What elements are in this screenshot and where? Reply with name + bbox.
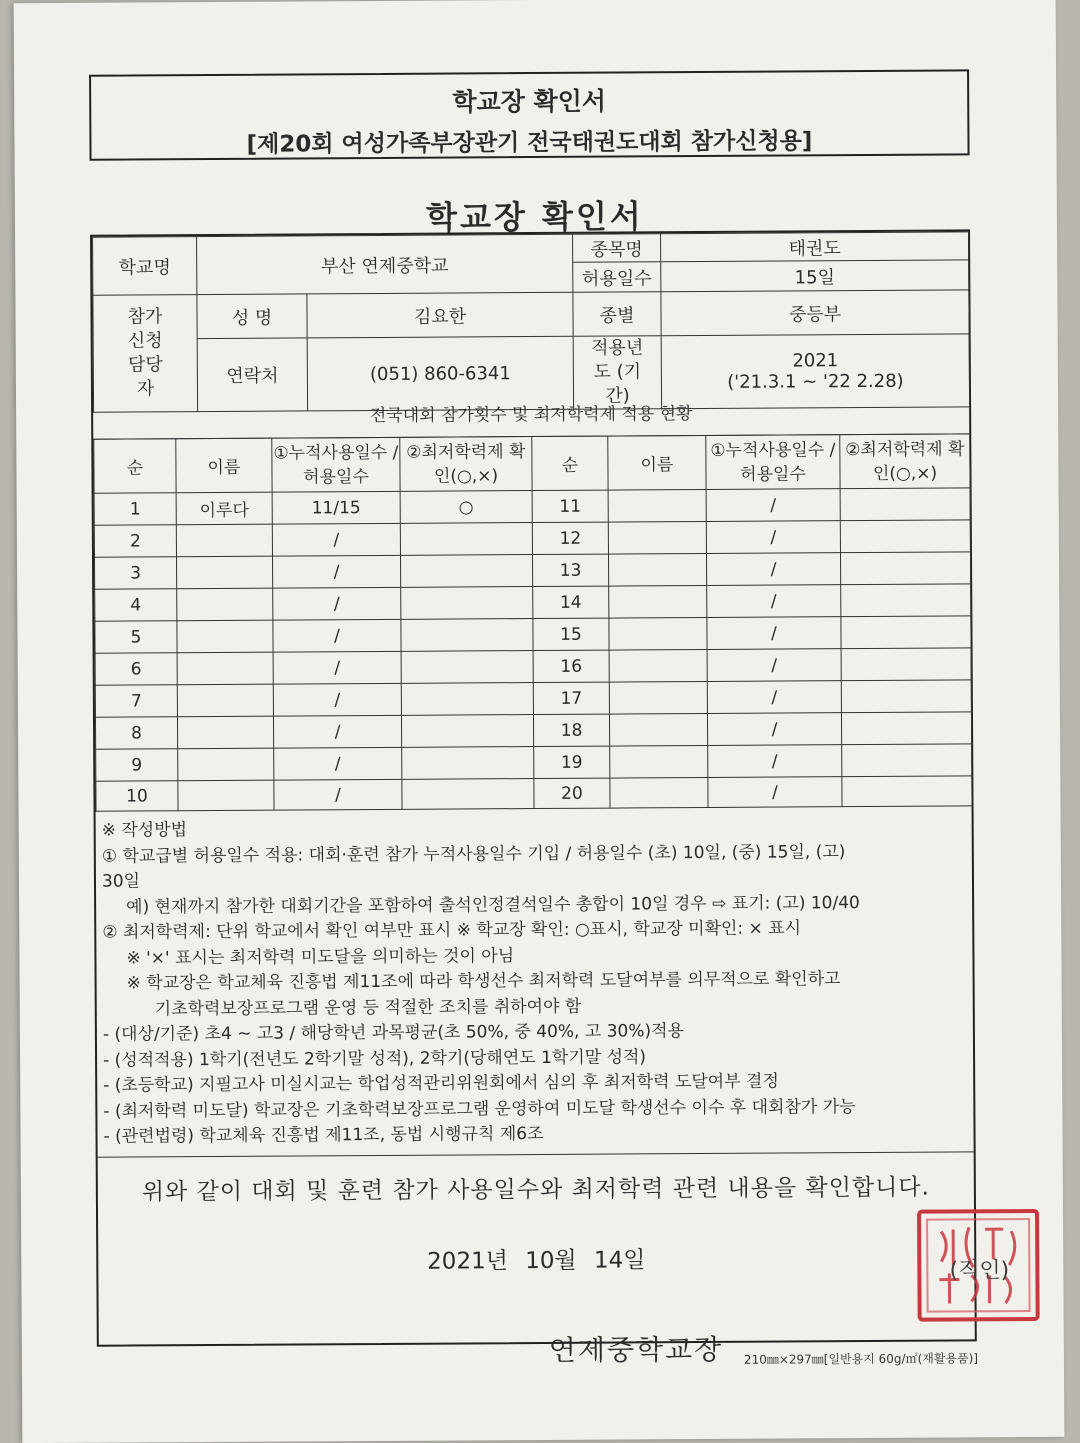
instruction-line: - (최저학력 미도달) 학교장은 기초학력보장프로그램 운영하여 미도달 학생선수 이수 후 대회참가 가능 [103, 1096, 856, 1122]
cell-name [177, 588, 273, 621]
cell-no: 9 [96, 749, 178, 782]
cell-name [609, 585, 707, 618]
cell-check: ○ [400, 491, 532, 524]
name-value: 김요한 [307, 292, 573, 338]
category-value: 중등부 [661, 290, 969, 336]
cell-days: / [274, 747, 402, 780]
event-label: 종목명 [573, 234, 661, 263]
cell-name [177, 652, 273, 685]
year-value: 2021 [792, 350, 839, 372]
year-label: 적용년도 (기간) [573, 336, 661, 410]
instruction-line: ① 학교급별 허용일수 적용: 대회·훈련 참가 누적사용일수 기입 / 허용일수 (초) 10일, (중) 15일, (고) [101, 841, 846, 867]
cell-days: / [707, 713, 841, 746]
contact-value: (051) 860-6341 [307, 336, 573, 411]
cell-no: 3 [94, 557, 176, 590]
cell-days: / [273, 715, 401, 748]
cell-check [402, 747, 534, 780]
cell-name [178, 780, 274, 811]
seal-text: (직인) [949, 1258, 1010, 1284]
cell-no: 2 [94, 525, 176, 558]
school-seal-stamp [913, 1205, 1044, 1326]
school-value: 부산 연제중학교 [197, 234, 573, 294]
cell-no: 7 [95, 685, 177, 718]
cell-name [177, 716, 273, 749]
table-row [96, 744, 972, 781]
col-check: ②최저학력제 확인(○,×) [840, 434, 970, 489]
category-label: 종별 [573, 292, 661, 337]
cell-name [609, 713, 707, 746]
cell-check [401, 683, 533, 716]
table-row [94, 552, 970, 589]
cell-no: 11 [532, 490, 608, 522]
allowed-days-label: 허용일수 [573, 262, 661, 293]
period-value: ('21.3.1 ~ '22 2.28) [727, 370, 904, 393]
cell-name [610, 777, 708, 808]
cell-no: 1 [94, 493, 176, 526]
cell-days: / [708, 745, 842, 778]
contact-label: 연락처 [197, 338, 307, 412]
cell-name [608, 489, 706, 522]
cell-no: 15 [533, 618, 609, 650]
cell-no: 18 [533, 714, 609, 746]
cell-days: / [706, 521, 840, 554]
document-page [14, 0, 1065, 1443]
cell-check [400, 555, 532, 588]
cell-no: 16 [533, 650, 609, 682]
col-name: 이름 [608, 435, 706, 490]
table-row [95, 648, 971, 685]
cell-days: / [273, 587, 401, 620]
cell-name [177, 620, 273, 653]
cell-check [840, 520, 970, 553]
cell-name [178, 748, 274, 781]
cell-no: 17 [533, 682, 609, 714]
cell-no: 8 [95, 717, 177, 750]
cell-name [608, 521, 706, 554]
instruction-line: ② 최저학력제: 단위 학교에서 확인 여부만 표시 ※ 학교장 확인: ○표시, 학교장 미확인: × 표시 [102, 918, 802, 943]
cell-days: / [706, 489, 840, 522]
cell-days: / [708, 777, 842, 808]
status-title: 전국대회 참가횟수 및 최저학력제 적용 현황 [93, 391, 969, 439]
cell-name [176, 556, 272, 589]
cell-name [609, 649, 707, 682]
instruction-line: 기초학력보장프로그램 운영 등 적절한 조치를 취하여야 함 [154, 996, 582, 1019]
cell-no: 4 [95, 589, 177, 622]
cell-check [402, 779, 534, 810]
instruction-line: 30일 [101, 871, 141, 892]
applicant-label: 참가 신청 담당자 [93, 295, 198, 413]
cell-days: / [707, 681, 841, 714]
cell-name [176, 524, 272, 557]
cell-name [609, 617, 707, 650]
document-title: 학교장 확인서 [426, 197, 644, 237]
status-header-row [94, 434, 970, 493]
col-days: ①누적사용일수 /허용일수 [272, 437, 400, 492]
cell-days: / [272, 523, 400, 556]
cell-no: 14 [533, 586, 609, 618]
instruction-line: - (대상/기준) 초4 ~ 고3 / 해당학년 과목평균(초 50%, 중 40%, 고 30%)적용 [102, 1021, 684, 1045]
instructions [96, 813, 974, 1150]
instruction-line: ※ 학교장은 학교체육 진흥법 제11조에 따라 학생선수 최저학력 도달여부를 의무적으로 확인하고 [126, 969, 841, 994]
cell-check [401, 651, 533, 684]
cell-days: / [707, 617, 841, 650]
table-row [94, 488, 970, 525]
cell-check [841, 648, 971, 681]
header-title: 학교장 확인서 [452, 86, 607, 117]
cell-days: / [274, 779, 402, 810]
cell-days: / [707, 649, 841, 682]
table-row [95, 616, 971, 653]
table-row [95, 712, 971, 749]
cell-check [401, 587, 533, 620]
event-value: 태권도 [661, 232, 969, 262]
cell-check [841, 616, 971, 649]
cell-days: / [706, 553, 840, 586]
paper-size-note: 210㎜×297㎜[일반용지 60g/㎡(재활용품)] [743, 1351, 979, 1367]
cell-days: / [273, 619, 401, 652]
status-table [93, 433, 972, 811]
name-label: 성 명 [197, 294, 307, 339]
cell-no: 10 [96, 781, 178, 812]
cell-days: / [707, 585, 841, 618]
table-row [95, 680, 971, 717]
col-check: ②최저학력제 확인(○,×) [400, 437, 532, 492]
allowed-days-value: 15일 [661, 260, 969, 292]
cell-no: 20 [534, 778, 610, 808]
cell-check [401, 715, 533, 748]
cell-no: 5 [95, 621, 177, 654]
col-no: 순 [94, 439, 176, 493]
cell-name [608, 553, 706, 586]
school-label: 학교명 [93, 237, 197, 296]
cell-no: 19 [534, 746, 610, 778]
cell-name [610, 745, 708, 778]
cell-check [841, 584, 971, 617]
instruction-line: - (초등학교) 지필고사 미실시교는 학업성적관리위원회에서 심의 후 최저학력 도달여부 결정 [103, 1071, 779, 1096]
confirmation-date: 2021년 10월 14일 [427, 1247, 646, 1275]
cell-check [840, 488, 970, 521]
cell-check [841, 680, 971, 713]
confirmation-statement: 위와 같이 대회 및 훈련 참가 사용일수와 최저학력 관련 내용을 확인합니다. [141, 1174, 930, 1206]
col-name: 이름 [176, 438, 272, 493]
cell-check [842, 776, 972, 807]
cell-check [841, 712, 971, 745]
cell-check [840, 552, 970, 585]
cell-no: 13 [532, 554, 608, 586]
table-row [94, 520, 970, 557]
cell-check [401, 619, 533, 652]
cell-days: / [272, 555, 400, 588]
col-no: 순 [532, 436, 608, 490]
cell-days: 11/15 [272, 491, 400, 524]
info-table [92, 231, 970, 412]
header-box [89, 69, 970, 160]
cell-check [400, 523, 532, 556]
instruction-line: - (관련법령) 학교체육 진흥법 제11조, 동법 시행규칙 제6조 [103, 1123, 544, 1147]
header-subtitle: [제20회 여성가족부장관기 전국태권도대회 참가신청용] [246, 128, 813, 158]
cell-no: 12 [532, 522, 608, 554]
cell-name: 이루다 [176, 492, 272, 525]
cell-name [609, 681, 707, 714]
principal-signature: 연제중학교장 [548, 1332, 724, 1367]
table-row [96, 776, 972, 811]
table-row [95, 584, 971, 621]
cell-no: 6 [95, 653, 177, 686]
instruction-line: - (성적적용) 1학기(전년도 2학기말 성적), 2학기(당해연도 1학기말 성적) [103, 1046, 647, 1071]
cell-days: / [273, 651, 401, 684]
cell-check [842, 744, 972, 777]
instruction-line: ※ '×' 표시는 최저학력 미도달을 의미하는 것이 아님 [126, 945, 515, 969]
cell-name [177, 684, 273, 717]
status-body [94, 488, 972, 811]
instruction-line: 예) 현재까지 참가한 대회기간을 포함하여 출석인정결석일수 총합이 10일 경우 ⇨ 표기: (고) 10/40 [126, 892, 860, 918]
instruction-line: ※ 작성방법 [101, 820, 188, 841]
cell-days: / [273, 683, 401, 716]
col-days: ①누적사용일수 /허용일수 [706, 435, 840, 490]
